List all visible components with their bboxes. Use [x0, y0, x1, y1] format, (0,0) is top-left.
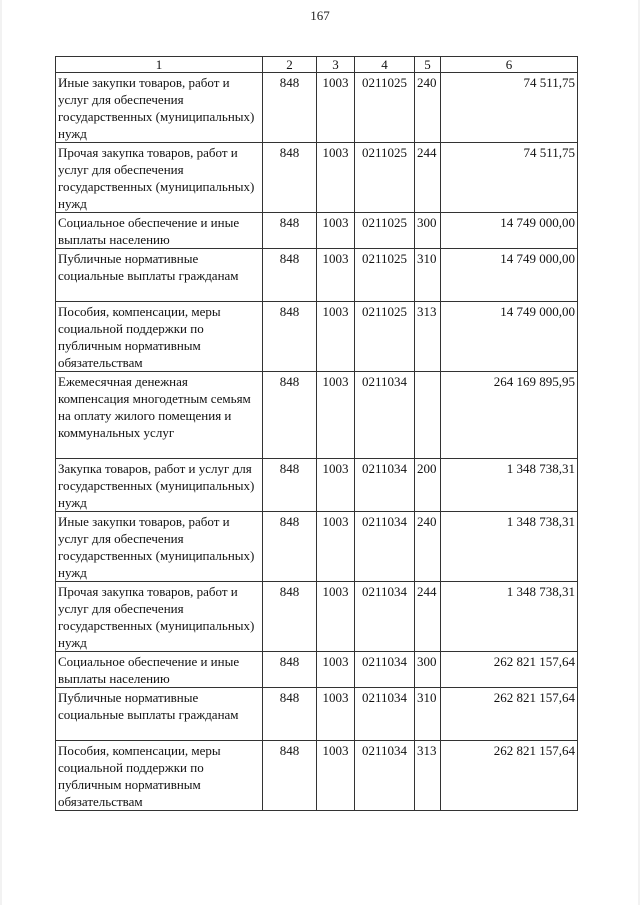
row-article-cell: 0211034: [355, 512, 415, 582]
row-section-cell: 1003: [317, 143, 355, 213]
row-name-cell: Прочая закупка товаров, работ и услуг для обеспечения государственных (муниципальных) нужд: [56, 582, 263, 652]
row-admin-cell: 848: [263, 302, 317, 372]
row-article-cell: 0211034: [355, 372, 415, 459]
row-admin-cell: 848: [263, 459, 317, 512]
header-col-1: 1: [56, 57, 263, 73]
row-admin-cell: 848: [263, 372, 317, 459]
table-row: [56, 688, 578, 741]
row-type-cell: 300: [415, 213, 441, 249]
row-admin-cell: 848: [263, 741, 317, 811]
row-sum-cell: 264 169 895,95: [441, 372, 578, 459]
row-article-cell: 0211034: [355, 652, 415, 688]
table-row: [56, 249, 578, 302]
row-sum-cell: 14 749 000,00: [441, 302, 578, 372]
row-article-cell: 0211025: [355, 213, 415, 249]
row-admin-cell: 848: [263, 688, 317, 741]
row-admin-cell: 848: [263, 73, 317, 143]
header-col-2: 2: [263, 57, 317, 73]
header-col-5: 5: [415, 57, 441, 73]
scan-edge-left: [0, 0, 2, 905]
row-name-cell: Пособия, компенсации, меры социальной поддержки по публичным нормативным обязательствам: [56, 302, 263, 372]
row-admin-cell: 848: [263, 143, 317, 213]
row-section-cell: 1003: [317, 213, 355, 249]
row-sum-cell: 1 348 738,31: [441, 512, 578, 582]
row-section-cell: 1003: [317, 741, 355, 811]
row-admin-cell: 848: [263, 512, 317, 582]
row-article-cell: 0211034: [355, 741, 415, 811]
row-type-cell: 200: [415, 459, 441, 512]
table-row: [56, 652, 578, 688]
row-name-cell: Пособия, компенсации, меры социальной поддержки по публичным нормативным обязательствам: [56, 741, 263, 811]
table-row: [56, 213, 578, 249]
row-sum-cell: 1 348 738,31: [441, 582, 578, 652]
row-sum-cell: 262 821 157,64: [441, 688, 578, 741]
row-name-cell: Социальное обеспечение и иные выплаты населению: [56, 652, 263, 688]
row-name-cell: Ежемесячная денежная компенсация многодетным семьям на оплату жилого помещения и коммунальных услуг: [56, 372, 263, 459]
row-name-cell: Закупка товаров, работ и услуг для государственных (муниципальных) нужд: [56, 459, 263, 512]
row-type-cell: 244: [415, 143, 441, 213]
row-section-cell: 1003: [317, 73, 355, 143]
table-row: [56, 302, 578, 372]
row-section-cell: 1003: [317, 249, 355, 302]
row-article-cell: 0211025: [355, 249, 415, 302]
table-row: [56, 372, 578, 459]
table-header-row: [56, 57, 578, 73]
table-row: [56, 741, 578, 811]
row-type-cell: 310: [415, 249, 441, 302]
row-type-cell: 313: [415, 741, 441, 811]
row-type-cell: 313: [415, 302, 441, 372]
row-sum-cell: 74 511,75: [441, 143, 578, 213]
row-name-cell: Иные закупки товаров, работ и услуг для обеспечения государственных (муниципальных) нужд: [56, 73, 263, 143]
row-sum-cell: 262 821 157,64: [441, 652, 578, 688]
row-sum-cell: 1 348 738,31: [441, 459, 578, 512]
row-sum-cell: 14 749 000,00: [441, 213, 578, 249]
row-admin-cell: 848: [263, 213, 317, 249]
row-type-cell: 244: [415, 582, 441, 652]
header-col-3: 3: [317, 57, 355, 73]
row-type-cell: 300: [415, 652, 441, 688]
row-article-cell: 0211025: [355, 143, 415, 213]
budget-table: [55, 56, 578, 811]
row-section-cell: 1003: [317, 688, 355, 741]
row-name-cell: Публичные нормативные социальные выплаты гражданам: [56, 688, 263, 741]
row-article-cell: 0211034: [355, 459, 415, 512]
row-article-cell: 0211034: [355, 582, 415, 652]
row-section-cell: 1003: [317, 652, 355, 688]
row-section-cell: 1003: [317, 582, 355, 652]
row-type-cell: 240: [415, 512, 441, 582]
table-row: [56, 73, 578, 143]
row-sum-cell: 14 749 000,00: [441, 249, 578, 302]
row-name-cell: Публичные нормативные социальные выплаты гражданам: [56, 249, 263, 302]
row-sum-cell: 74 511,75: [441, 73, 578, 143]
row-section-cell: 1003: [317, 459, 355, 512]
row-name-cell: Иные закупки товаров, работ и услуг для обеспечения государственных (муниципальных) нужд: [56, 512, 263, 582]
header-col-4: 4: [355, 57, 415, 73]
row-type-cell: 310: [415, 688, 441, 741]
header-col-6: 6: [441, 57, 578, 73]
row-admin-cell: 848: [263, 249, 317, 302]
row-name-cell: Прочая закупка товаров, работ и услуг для обеспечения государственных (муниципальных) нужд: [56, 143, 263, 213]
page-number: 167: [310, 8, 330, 23]
row-section-cell: 1003: [317, 372, 355, 459]
row-admin-cell: 848: [263, 652, 317, 688]
row-section-cell: 1003: [317, 302, 355, 372]
table-row: [56, 582, 578, 652]
row-article-cell: 0211025: [355, 302, 415, 372]
row-article-cell: 0211034: [355, 688, 415, 741]
row-sum-cell: 262 821 157,64: [441, 741, 578, 811]
row-type-cell: 240: [415, 73, 441, 143]
table-row: [56, 512, 578, 582]
row-admin-cell: 848: [263, 582, 317, 652]
row-article-cell: 0211025: [355, 73, 415, 143]
row-type-cell: [415, 372, 441, 459]
row-name-cell: Социальное обеспечение и иные выплаты населению: [56, 213, 263, 249]
row-section-cell: 1003: [317, 512, 355, 582]
table-row: [56, 143, 578, 213]
table-row: [56, 459, 578, 512]
